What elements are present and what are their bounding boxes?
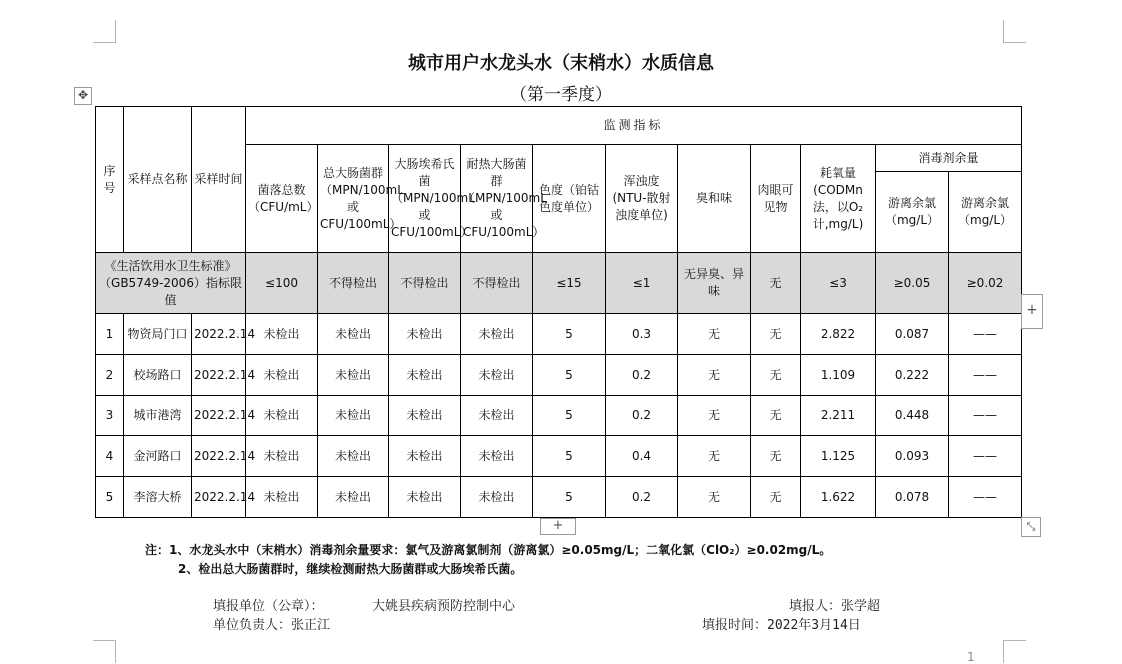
header-turbidity: 浑浊度(NTU-散射浊度单位) bbox=[606, 145, 678, 253]
standard-color: ≤15 bbox=[533, 253, 606, 314]
row-oxygen: 1.622 bbox=[801, 477, 876, 518]
row-chlorine-2: —— bbox=[949, 436, 1022, 477]
row-ecoli: 未检出 bbox=[389, 355, 461, 396]
row-visible: 无 bbox=[751, 436, 801, 477]
row-turbidity: 0.2 bbox=[606, 355, 678, 396]
row-chlorine-2: —— bbox=[949, 396, 1022, 436]
row-visible: 无 bbox=[751, 314, 801, 355]
row-index: 1 bbox=[96, 314, 124, 355]
row-oxygen: 2.211 bbox=[801, 396, 876, 436]
row-bacteria: 未检出 bbox=[246, 355, 318, 396]
add-column-button[interactable]: + bbox=[1021, 294, 1043, 329]
row-color: 5 bbox=[533, 314, 606, 355]
header-oxygen: 耗氧量(CODMn法，以O₂计,mg/L) bbox=[801, 145, 876, 253]
table-row bbox=[96, 314, 1022, 355]
row-site: 城市港湾 bbox=[124, 396, 192, 436]
document-title: 城市用户水龙头水（末梢水）水质信息 bbox=[408, 53, 714, 74]
row-coliform: 未检出 bbox=[318, 477, 389, 518]
row-ecoli: 未检出 bbox=[389, 436, 461, 477]
row-time: 2022.2.14 bbox=[192, 355, 246, 396]
header-chlorine-2: 游离余氯（mg/L） bbox=[949, 172, 1022, 253]
row-thermo: 未检出 bbox=[461, 396, 533, 436]
standard-chlorine-1: ≥0.05 bbox=[876, 253, 949, 314]
crop-mark-top-left bbox=[93, 20, 116, 43]
row-coliform: 未检出 bbox=[318, 396, 389, 436]
footer-time: 填报时间：2022年3月14日 bbox=[702, 618, 861, 633]
header-disinfect: 消毒剂余量 bbox=[876, 145, 1022, 172]
row-ecoli: 未检出 bbox=[389, 477, 461, 518]
standard-ecoli: 不得检出 bbox=[389, 253, 461, 314]
row-ecoli: 未检出 bbox=[389, 396, 461, 436]
table-row bbox=[96, 477, 1022, 518]
row-thermo: 未检出 bbox=[461, 314, 533, 355]
row-visible: 无 bbox=[751, 477, 801, 518]
row-site: 校场路口 bbox=[124, 355, 192, 396]
header-time: 采样时间 bbox=[192, 107, 246, 253]
standard-coliform: 不得检出 bbox=[318, 253, 389, 314]
row-visible: 无 bbox=[751, 355, 801, 396]
row-index: 5 bbox=[96, 477, 124, 518]
row-chlorine-1: 0.222 bbox=[876, 355, 949, 396]
row-odor: 无 bbox=[678, 314, 751, 355]
standard-row bbox=[96, 253, 1022, 314]
standard-thermo: 不得检出 bbox=[461, 253, 533, 314]
row-site: 李溶大桥 bbox=[124, 477, 192, 518]
row-index: 3 bbox=[96, 396, 124, 436]
header-row-1 bbox=[96, 107, 1022, 145]
row-visible: 无 bbox=[751, 396, 801, 436]
row-coliform: 未检出 bbox=[318, 314, 389, 355]
row-bacteria: 未检出 bbox=[246, 477, 318, 518]
row-odor: 无 bbox=[678, 396, 751, 436]
row-index: 4 bbox=[96, 436, 124, 477]
row-chlorine-1: 0.087 bbox=[876, 314, 949, 355]
standard-bacteria: ≤100 bbox=[246, 253, 318, 314]
row-oxygen: 1.125 bbox=[801, 436, 876, 477]
row-odor: 无 bbox=[678, 436, 751, 477]
table-move-icon[interactable]: ✥ bbox=[74, 87, 92, 105]
table-row bbox=[96, 355, 1022, 396]
crop-mark-bottom-right bbox=[1003, 640, 1026, 663]
note-line-1: 注：1、水龙头水中（末梢水）消毒剂余量要求：氯气及游离氯制剂（游离氯）≥0.05mg/L；二氧化氯（ClO₂）≥0.02mg/L。 bbox=[145, 543, 832, 557]
header-monitor: 监测指标 bbox=[246, 107, 1022, 145]
row-chlorine-2: —— bbox=[949, 477, 1022, 518]
row-time: 2022.2.14 bbox=[192, 477, 246, 518]
row-time: 2022.2.14 bbox=[192, 314, 246, 355]
row-turbidity: 0.2 bbox=[606, 477, 678, 518]
crop-mark-bottom-left bbox=[93, 640, 116, 663]
row-index: 2 bbox=[96, 355, 124, 396]
add-row-button[interactable]: + bbox=[540, 518, 576, 535]
table-resize-icon[interactable]: ⤡ bbox=[1021, 517, 1041, 537]
header-thermo: 耐热大肠菌群（MPN/100mL或CFU/100mL） bbox=[461, 145, 533, 253]
header-index: 序号 bbox=[96, 107, 124, 253]
document-subtitle: （第一季度） bbox=[510, 85, 612, 105]
row-bacteria: 未检出 bbox=[246, 436, 318, 477]
row-chlorine-2: —— bbox=[949, 314, 1022, 355]
row-color: 5 bbox=[533, 477, 606, 518]
header-chlorine-1: 游离余氯（mg/L） bbox=[876, 172, 949, 253]
row-thermo: 未检出 bbox=[461, 355, 533, 396]
header-bacteria: 菌落总数（CFU/mL） bbox=[246, 145, 318, 253]
standard-label: 《生活饮用水卫生标准》（GB5749-2006）指标限值 bbox=[96, 253, 246, 314]
row-chlorine-1: 0.078 bbox=[876, 477, 949, 518]
row-turbidity: 0.3 bbox=[606, 314, 678, 355]
row-thermo: 未检出 bbox=[461, 477, 533, 518]
standard-oxygen: ≤3 bbox=[801, 253, 876, 314]
row-bacteria: 未检出 bbox=[246, 314, 318, 355]
row-oxygen: 2.822 bbox=[801, 314, 876, 355]
header-odor: 臭和味 bbox=[678, 145, 751, 253]
header-coliform: 总大肠菌群（MPN/100mL或CFU/100mL） bbox=[318, 145, 389, 253]
footer-unit-label: 填报单位（公章）： bbox=[213, 599, 324, 614]
standard-visible: 无 bbox=[751, 253, 801, 314]
row-turbidity: 0.2 bbox=[606, 396, 678, 436]
row-coliform: 未检出 bbox=[318, 355, 389, 396]
row-chlorine-1: 0.448 bbox=[876, 396, 949, 436]
row-bacteria: 未检出 bbox=[246, 396, 318, 436]
table-row bbox=[96, 396, 1022, 436]
row-oxygen: 1.109 bbox=[801, 355, 876, 396]
header-site: 采样点名称 bbox=[124, 107, 192, 253]
header-ecoli: 大肠埃希氏菌（MPN/100mL或CFU/100mL） bbox=[389, 145, 461, 253]
row-site: 金河路口 bbox=[124, 436, 192, 477]
note-line-2: 2、检出总大肠菌群时，继续检测耐热大肠菌群或大肠埃希氏菌。 bbox=[178, 562, 523, 576]
header-color: 色度（铂钴色度单位） bbox=[533, 145, 606, 253]
standard-turbidity: ≤1 bbox=[606, 253, 678, 314]
row-color: 5 bbox=[533, 436, 606, 477]
standard-chlorine-2: ≥0.02 bbox=[949, 253, 1022, 314]
row-chlorine-2: —— bbox=[949, 355, 1022, 396]
footer-head: 单位负责人：张正江 bbox=[213, 618, 331, 633]
row-site: 物资局门口 bbox=[124, 314, 192, 355]
row-turbidity: 0.4 bbox=[606, 436, 678, 477]
row-color: 5 bbox=[533, 396, 606, 436]
row-chlorine-1: 0.093 bbox=[876, 436, 949, 477]
water-quality-table bbox=[95, 106, 1022, 518]
row-time: 2022.2.14 bbox=[192, 436, 246, 477]
row-odor: 无 bbox=[678, 477, 751, 518]
footer-unit-value: 大姚县疾病预防控制中心 bbox=[372, 599, 516, 614]
row-ecoli: 未检出 bbox=[389, 314, 461, 355]
row-color: 5 bbox=[533, 355, 606, 396]
table-row bbox=[96, 436, 1022, 477]
footer-filler: 填报人：张学超 bbox=[789, 599, 881, 614]
page-number: 1 bbox=[967, 650, 975, 664]
row-odor: 无 bbox=[678, 355, 751, 396]
crop-mark-top-right bbox=[1003, 20, 1026, 43]
row-thermo: 未检出 bbox=[461, 436, 533, 477]
row-time: 2022.2.14 bbox=[192, 396, 246, 436]
row-coliform: 未检出 bbox=[318, 436, 389, 477]
standard-odor: 无异臭、异味 bbox=[678, 253, 751, 314]
header-visible: 肉眼可见物 bbox=[751, 145, 801, 253]
